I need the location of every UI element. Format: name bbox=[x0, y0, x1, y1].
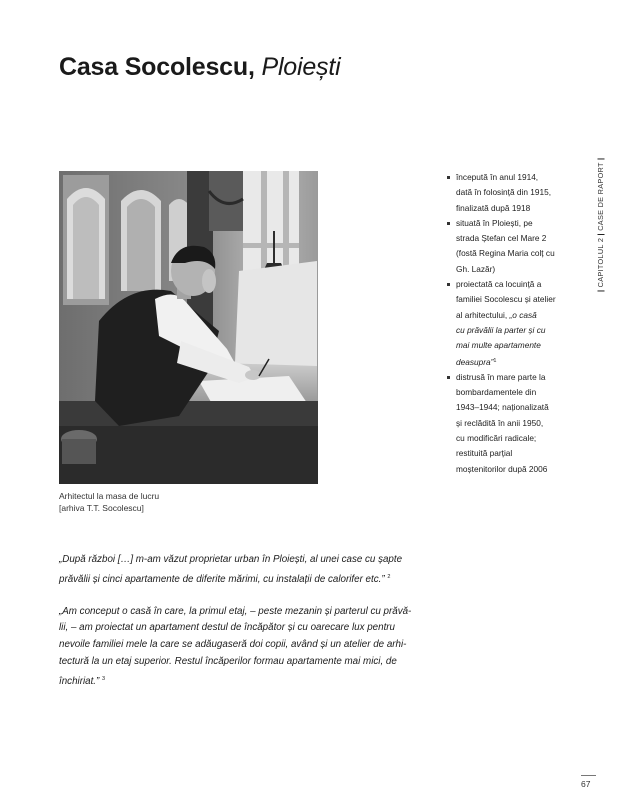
quote-paragraph bbox=[59, 552, 443, 589]
caption-source: [arhiva T.T. Socolescu] bbox=[59, 502, 144, 513]
architect-photo bbox=[59, 171, 318, 484]
fact-quote: mai multe apartamente bbox=[456, 340, 541, 351]
quote-line: prăvălii și cinci apartamente de diferite mărimi, cu instalații de calorifer etc.” bbox=[59, 573, 385, 585]
fact-item bbox=[447, 170, 565, 216]
fact-line: finalizată după 1918 bbox=[456, 202, 531, 213]
fact-line: moștenitorilor după 2006 bbox=[456, 463, 548, 474]
page-number: 67 bbox=[581, 779, 591, 789]
footnote-ref: 2 bbox=[387, 573, 391, 580]
chapter-label: CAPITOLUL 2 bbox=[596, 237, 605, 288]
fact-line: (fostă Regina Maria colț cu bbox=[456, 248, 555, 259]
fact-quote: cu prăvălii la parter și cu bbox=[456, 324, 546, 335]
quote-line: „Am conceput o casă în care, la primul etaj, – peste mezanin și parterul cu prăvă- bbox=[59, 605, 412, 617]
fact-line: dată în folosință din 1915, bbox=[456, 187, 552, 198]
label-separator: | bbox=[596, 233, 605, 236]
quote-line: nevoile familiei mele la care se adăugaseră doi copii, având și un atelier de arhi- bbox=[59, 639, 407, 651]
fact-line: distrusă în mare parte la bbox=[456, 371, 546, 382]
quote-paragraph bbox=[59, 604, 443, 691]
section-label: CASE DE RAPORT bbox=[596, 162, 605, 231]
fact-line: situată în Ploiești, pe bbox=[456, 217, 533, 228]
fact-line: restituită parțial bbox=[456, 448, 513, 459]
fact-line: și reclădită în anii 1950, bbox=[456, 417, 544, 428]
quote-line: tectură la un etaj superior. Restul încăperilor formau apartamente mai mici, de bbox=[59, 655, 397, 667]
fact-item bbox=[447, 216, 565, 277]
label-separator: | bbox=[596, 289, 605, 292]
chapter-side-label bbox=[596, 158, 605, 292]
title-separator: , bbox=[247, 53, 255, 81]
fact-line: cu modificări radicale; bbox=[456, 433, 537, 444]
title-city: Ploiești bbox=[261, 53, 341, 81]
fact-item bbox=[447, 370, 565, 477]
caption-line: Arhitectul la masa de lucru bbox=[59, 491, 160, 501]
page-number-rule bbox=[581, 775, 596, 776]
fact-quote: „o casă bbox=[509, 309, 537, 320]
fact-line: 1943–1944; naționalizată bbox=[456, 402, 549, 413]
fact-line: proiectată ca locuință a bbox=[456, 279, 542, 290]
fact-quote: deasupra” bbox=[456, 356, 494, 367]
page-title bbox=[59, 50, 340, 84]
label-separator: | bbox=[596, 157, 605, 161]
footnote-ref: 1 bbox=[493, 357, 497, 364]
photo-caption bbox=[59, 491, 159, 514]
fact-line: începută în anul 1914, bbox=[456, 172, 539, 182]
quotes-block bbox=[59, 552, 443, 691]
fact-line: al arhitectului, bbox=[456, 309, 508, 320]
fact-line: familiei Socolescu și atelier bbox=[456, 294, 556, 305]
building-facts-list bbox=[447, 170, 565, 477]
quote-line: „După război […] m-am văzut proprietar urban în Ploiești, al unei case cu șapte bbox=[59, 554, 403, 565]
title-name: Casa Socolescu bbox=[59, 53, 248, 81]
quote-line: închiriat.” bbox=[59, 675, 100, 687]
fact-line: strada Ștefan cel Mare 2 bbox=[456, 233, 547, 244]
footnote-ref: 3 bbox=[102, 675, 106, 682]
fact-line: Gh. Lazăr) bbox=[456, 263, 496, 274]
quote-line: lii, – am proiectat un apartament destul de încăpător și cu oarecare lux pentru bbox=[59, 622, 396, 634]
fact-item bbox=[447, 277, 565, 370]
fact-line: bombardamentele din bbox=[456, 387, 537, 398]
